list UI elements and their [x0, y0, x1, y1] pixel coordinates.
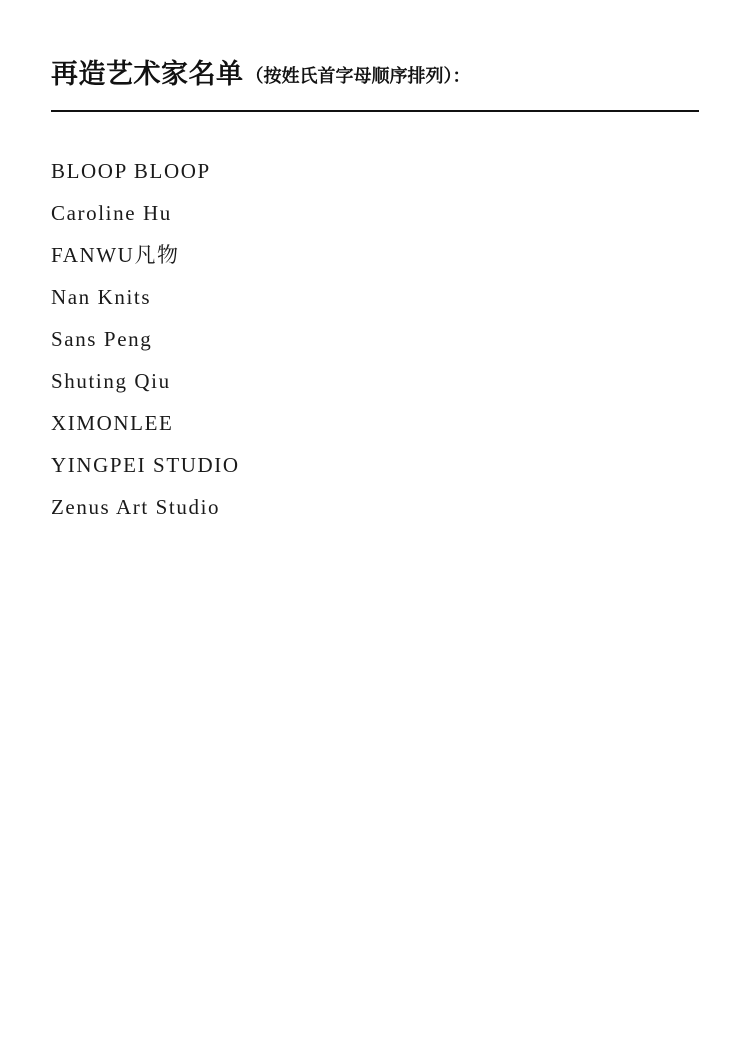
list-item: Caroline Hu [51, 200, 172, 225]
document-content [51, 58, 699, 544]
page-title-sub: （按姓氏首字母顺序排列）： [245, 66, 471, 87]
list-item: XIMONLEE [51, 410, 174, 435]
list-item: Shuting Qiu [51, 368, 171, 393]
list-item: Nan Knits [51, 284, 152, 309]
page-title [51, 58, 699, 92]
list-item: FANWU凡物 [51, 242, 180, 267]
page-title-main: 再造艺术家名单 [51, 59, 244, 90]
list-item: Zenus Art Studio [51, 494, 221, 519]
list-item: BLOOP BLOOP [51, 158, 211, 183]
list-item: Sans Peng [51, 326, 153, 351]
artist-list [51, 150, 699, 528]
list-item: YINGPEI STUDIO [51, 452, 240, 477]
title-divider [51, 110, 699, 112]
